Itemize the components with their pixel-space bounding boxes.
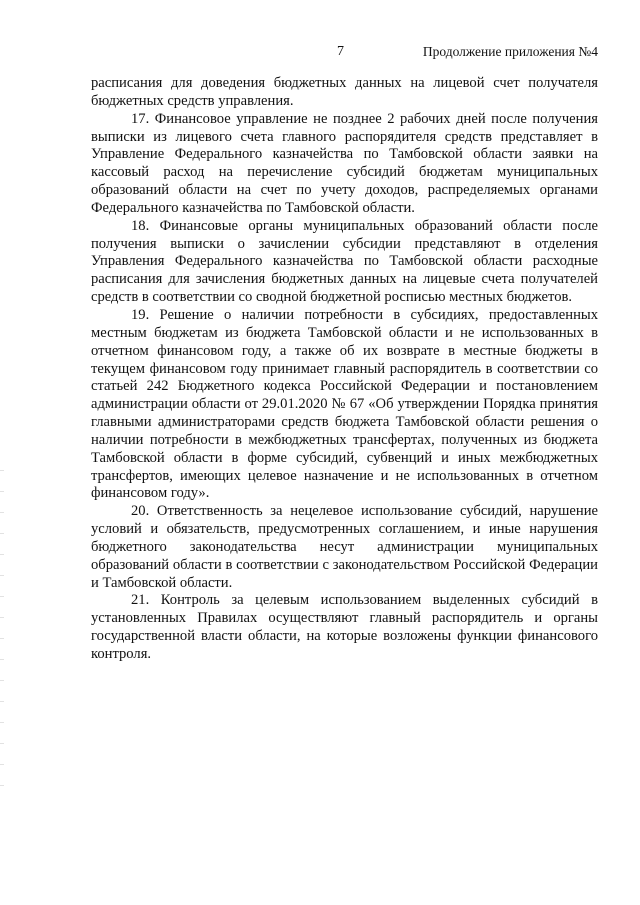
- page-number: 7: [337, 44, 344, 59]
- paragraph-18: 18. Финансовые органы муниципальных образований области после получения выписки о зачислении субсидии представляют в отделения Управления Федерального казначейства по Тамбовской области расходные расписания для зачисления бюджетных данных на лицевые счета получателей средств в соответствии со сводной бюджетной росписью местных бюджетов.: [91, 217, 598, 306]
- paragraph-19: 19. Решение о наличии потребности в субсидиях, предоставленных местным бюджетам из бюджета Тамбовской области и не использованных в отчетном финансовом году, а также об их возврате в местные бюджеты в текущем финансовом году принимает главный распорядитель в соответствии со статьей 242 Бюджетного кодекса Российской Федерации и постановлением администрации области от 29.01.2020 № 67 «Об утверждении Порядка принятия главными администраторами средств бюджета Тамбовской области решения о наличии потребности в межбюджетных трансфертах, полученных из бюджета Тамбовской области в форме субсидий, субвенций и иных межбюджетных трансфертов, имеющих целевое назначение и не использованных в отчетном финансовом году».: [91, 306, 598, 502]
- paragraph-21: 21. Контроль за целевым использованием выделенных субсидий в установленных Правилах осуществляют главный распорядитель и органы государственной власти области, на которые возложены функции финансового контроля.: [91, 592, 598, 662]
- paragraph-20: 20. Ответственность за нецелевое использование субсидий, нарушение условий и обязательств, предусмотренных соглашением, и иные нарушения бюджетного законодательства несут администрации муниципальных образований области в соответствии с законодательством Российской Федерации и Тамбовской области.: [91, 503, 598, 591]
- appendix-continuation-note: Продолжение приложения №4: [422, 44, 598, 59]
- paragraph-continuation: расписания для доведения бюджетных данных на лицевой счет получателя бюджетных средств управления.: [91, 75, 598, 109]
- paragraph-17: 17. Финансовое управление не позднее 2 рабочих дней после получения выписки из лицевого счета главного распорядителя средств представляет в Управление Федерального казначейства по Тамбовской области заявки на кассовый расход на перечисление субсидий бюджетам муниципальных образований области на счет по учету доходов, распределяемых органами Федерального казначейства по Тамбовской области.: [91, 110, 598, 216]
- document-body: [91, 75, 598, 664]
- scan-edge-marks: [0, 470, 4, 800]
